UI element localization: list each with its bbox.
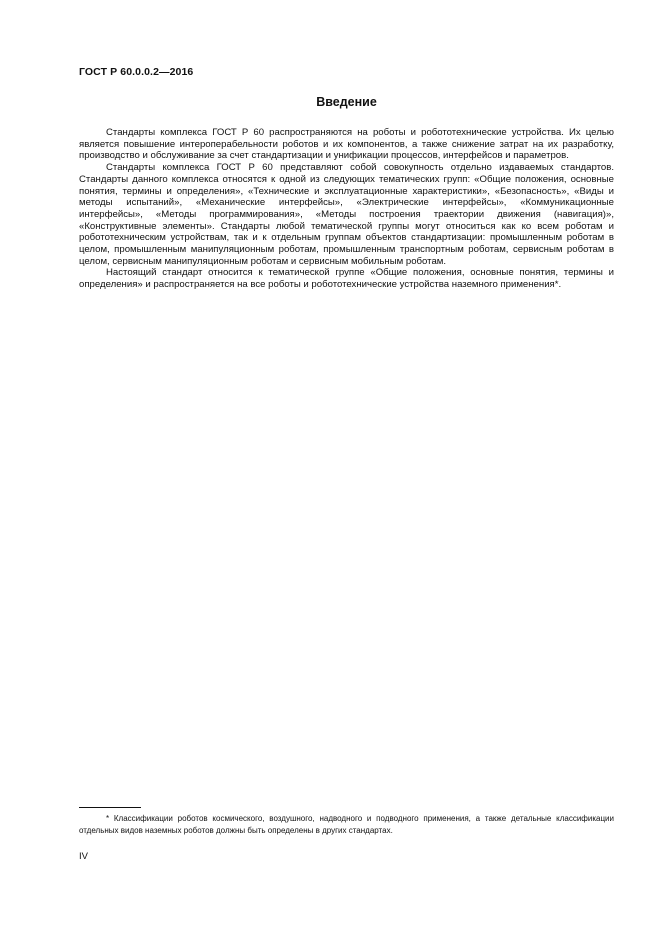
document-header: ГОСТ Р 60.0.0.2—2016	[79, 66, 194, 78]
section-title: Введение	[316, 95, 377, 109]
paragraph: Настоящий стандарт относится к тематической группе «Общие положения, основные понятия, термины и определения» и распространяется на все роботы и робототехнические устройства наземного применения*.	[79, 267, 614, 291]
body-text	[79, 127, 614, 291]
footnote-divider	[79, 807, 141, 808]
page-number: IV	[79, 851, 88, 862]
paragraph: Стандарты комплекса ГОСТ Р 60 распространяются на роботы и робототехнические устройства. Их целью является повышение интероперабельности роботов и их компонентов, а также снижение затрат на их разработку, производство и обслуживание за счет стандартизации и унификации процессов, интерфейсов и параметров.	[79, 127, 614, 162]
paragraph: Стандарты комплекса ГОСТ Р 60 представляют собой совокупность отдельно издаваемых стандартов. Стандарты данного комплекса относятся к одной из следующих тематических групп: «Общие положения, основные понятия, термины и определения», «Технические и эксплуатационные характеристики», «Безопасность», «Виды и методы испытаний», «Механические интерфейсы», «Электрические интерфейсы», «Коммуникационные интерфейсы», «Методы программирования», «Методы построения траектории движения (навигация)», «Конструктивные элементы». Стандарты любой тематической группы могут относиться как ко всем роботам и робототехническим устройствам, так и к отдельным группам объектов стандартизации: промышленным роботам в целом, промышленным манипуляционным роботам, промышленным транспортным роботам, сервисным роботам в целом, сервисным манипуляционным роботам и сервисным мобильным роботам.	[79, 162, 614, 267]
footnote	[79, 813, 614, 836]
footnote-text: * Классификации роботов космического, воздушного, надводного и подводного применения, а также детальные классификации отдельных видов наземных роботов должны быть определены в других стандартах.	[79, 814, 614, 835]
